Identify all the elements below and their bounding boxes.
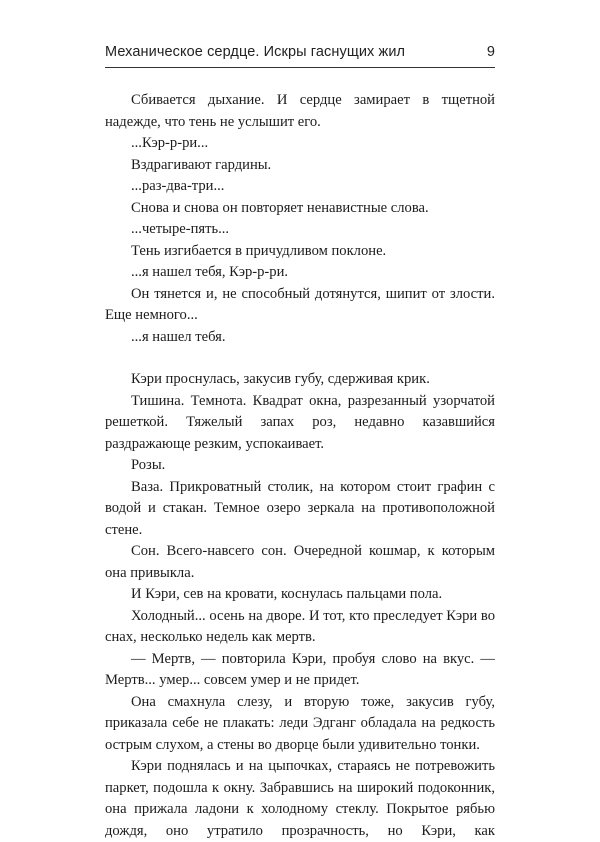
paragraph: — Мертв, — повторила Кэри, пробуя слово на вкус. — Мертв... умер... совсем умер и не придет.	[105, 650, 495, 688]
header-rule	[105, 67, 495, 68]
paragraph: Холодный... осень на дворе. И тот, кто преследует Кэри во снах, несколько недель как мертв.	[105, 607, 495, 645]
paragraph: ...четыре-пять...	[131, 221, 230, 237]
paragraph: ...Кэр-р-ри...	[131, 135, 209, 151]
paragraph: Вздрагивают гардины.	[131, 156, 272, 173]
paragraph: Она смахнула слезу, и вторую тоже, закусив губу, приказала себе не плакать: леди Эдганг обладала на редкость острым слухом, а стены во дворце были удивительно тонки.	[105, 693, 495, 753]
paragraph: Сбивается дыхание. И сердце замирает в тщетной надежде, что тень не услышит его.	[105, 92, 495, 130]
running-title: Механическое сердце. Искры гаснущих жил	[105, 44, 406, 60]
paragraph: Тишина. Темнота. Квадрат окна, разрезанный узорчатой решеткой. Тяжелый запах роз, недавно казавшийся раздражающе резким, успокаивает.	[105, 392, 495, 452]
section-break	[105, 348, 495, 369]
paragraph: ...я нашел тебя.	[131, 328, 226, 345]
paragraph: Он тянется и, не способный дотянутся, шипит от злости. Еще немного...	[105, 285, 495, 323]
paragraph: Розы.	[131, 457, 166, 473]
paragraph: Сон. Всего-навсего сон. Очередной кошмар, к которым она привыкла.	[105, 543, 495, 581]
paragraph: Тень изгибается в причудливом поклоне.	[131, 242, 387, 259]
paragraph: Снова и снова он повторяет ненавистные слова.	[131, 199, 429, 216]
body-text	[105, 90, 495, 842]
paragraph: Кэри проснулась, закусив губу, сдерживая крик.	[131, 371, 430, 387]
paragraph: ...раз-два-три...	[131, 178, 225, 194]
paragraph: ...я нашел тебя, Кэр-р-ри.	[131, 264, 289, 280]
paragraph: Кэри поднялась и на цыпочках, стараясь не потревожить паркет, подошла к окну. Забравшись на широкий подоконник, она прижала ладони к холодному стеклу. Покрытое рябью дождя, оно утратило прозрачность, но Кэри, как	[105, 758, 495, 839]
paragraph: Ваза. Прикроватный столик, на котором стоит графин с водой и стакан. Темное озеро зеркала на противоположной стене.	[105, 478, 495, 538]
page-number: 9	[486, 44, 495, 60]
paragraph: И Кэри, сев на кровати, коснулась пальцами пола.	[131, 586, 443, 602]
